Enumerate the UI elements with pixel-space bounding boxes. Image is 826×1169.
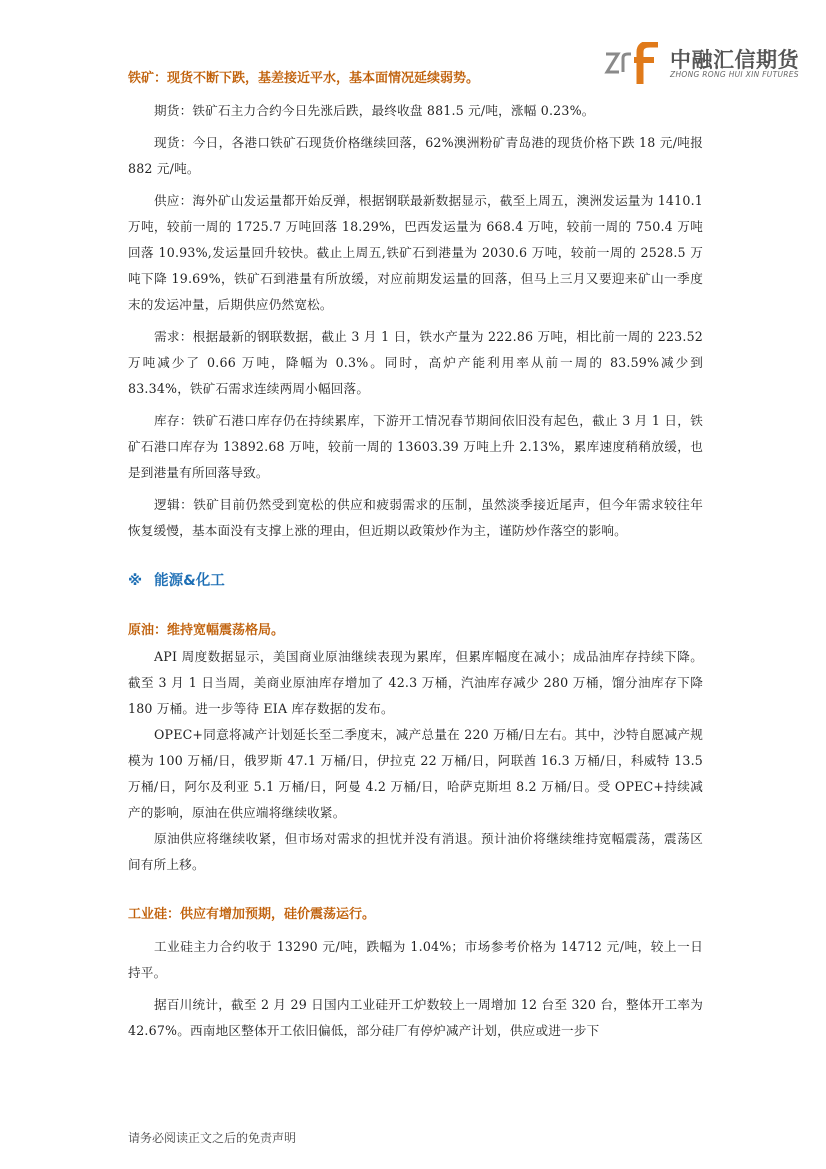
logo-chinese-name: 中融汇信期货	[670, 48, 799, 72]
iron-inventory-paragraph: 库存：铁矿石港口库存仍在持续累库，下游开工情况春节期间依旧没有起色，截止 3 月 1 日，铁矿石港口库存为 13892.68 万吨，较前一周的 13603.39 万吨上升 2.13%，累库速度稍稍放缓，也是到港量有所回落导致。	[128, 413, 703, 480]
logo-english-name: ZHONG RONG HUI XIN FUTURES	[670, 70, 799, 79]
iron-demand-paragraph: 需求：根据最新的钢联数据，截止 3 月 1 日，铁水产量为 222.86 万吨，相比前一周的 223.52 万吨减少了 0.66 万吨，降幅为 0.3%。同时，高炉产能利用率从前一周的 83.59%减少到 83.34%，铁矿石需求连续两周小幅回落。	[128, 329, 703, 396]
industrial-silicon-heading: 工业硅：供应有增加预期，硅价震荡运行。	[128, 907, 376, 922]
reference-mark-icon: ※	[128, 573, 143, 589]
oil-outlook-paragraph: 原油供应将继续收紧，但市场对需求的担忧并没有消退。预计油价将继续维持宽幅震荡，震荡区间有所上移。	[128, 831, 703, 872]
iron-ore-heading: 铁矿：现货不断下跌，基差接近平水，基本面情况延续弱势。	[128, 71, 480, 86]
disclaimer-footer: 请务必阅读正文之后的免责声明	[128, 1131, 297, 1145]
oil-api-paragraph: API 周度数据显示，美国商业原油继续表现为累库，但累库幅度在减小；成品油库存持续下降。截至 3 月 1 日当周，美商业原油库存增加了 42.3 万桶，汽油库存减少 280 万桶，馏分油库存下降 180 万桶。进一步等待 EIA 库存数据的发布。	[128, 649, 703, 716]
energy-chemical-section-title	[128, 568, 703, 594]
silicon-price-paragraph: 工业硅主力合约收于 13290 元/吨，跌幅为 1.04%；市场参考价格为 14712 元/吨，较上一日持平。	[128, 939, 703, 980]
energy-chemical-title-text: 能源&化工	[154, 573, 225, 589]
iron-futures-paragraph: 期货：铁矿石主力合约今日先涨后跌，最终收盘 881.5 元/吨，涨幅 0.23%。	[154, 103, 595, 118]
iron-spot-paragraph: 现货：今日，各港口铁矿石现货价格继续回落，62%澳洲粉矿青岛港的现货价格下跌 18 元/吨报 882 元/吨。	[128, 135, 703, 176]
iron-supply-paragraph: 供应：海外矿山发运量都开始反弹，根据钢联最新数据显示，截至上周五，澳洲发运量为 1410.1 万吨，较前一周的 1725.7 万吨回落 18.29%，巴西发运量为 668.4 万吨，较前一周的 750.4 万吨回落 10.93%,发运量回升较快。截止上周五,铁矿石到港量为 2030.6 万吨，较前一周的 2528.5 万吨下降 19.69%，铁矿石到港量有所放缓，对应前期发运量的回落，但马上三月又要迎来矿山一季度末的发运冲量，后期供应仍然宽松。	[128, 193, 703, 312]
oil-opec-paragraph: OPEC+同意将减产计划延长至二季度末，减产总量在 220 万桶/日左右。其中，沙特自愿减产规模为 100 万桶/日，俄罗斯 47.1 万桶/日，伊拉克 22 万桶/日，阿联酋 16.3 万桶/日，科威特 13.5 万桶/日，阿尔及利亚 5.1 万桶/日，阿曼 4.2 万桶/日，哈萨克斯坦 8.2 万桶/日。受 OPEC+持续减产的影响，原油在供应端将继续收紧。	[128, 727, 703, 820]
report-body	[128, 66, 703, 1044]
crude-oil-heading: 原油：维持宽幅震荡格局。	[128, 623, 285, 638]
iron-logic-paragraph: 逻辑：铁矿目前仍然受到宽松的供应和疲弱需求的压制，虽然淡季接近尾声，但今年需求较往年恢复缓慢，基本面没有支撑上涨的理由，但近期以政策炒作为主，谨防炒作落空的影响。	[128, 497, 703, 538]
silicon-supply-paragraph: 据百川统计，截至 2 月 29 日国内工业硅开工炉数较上一周增加 12 台至 320 台，整体开工率为 42.67%。西南地区整体开工依旧偏低，部分硅厂有停炉减产计划，供应或进一步下	[128, 997, 703, 1038]
